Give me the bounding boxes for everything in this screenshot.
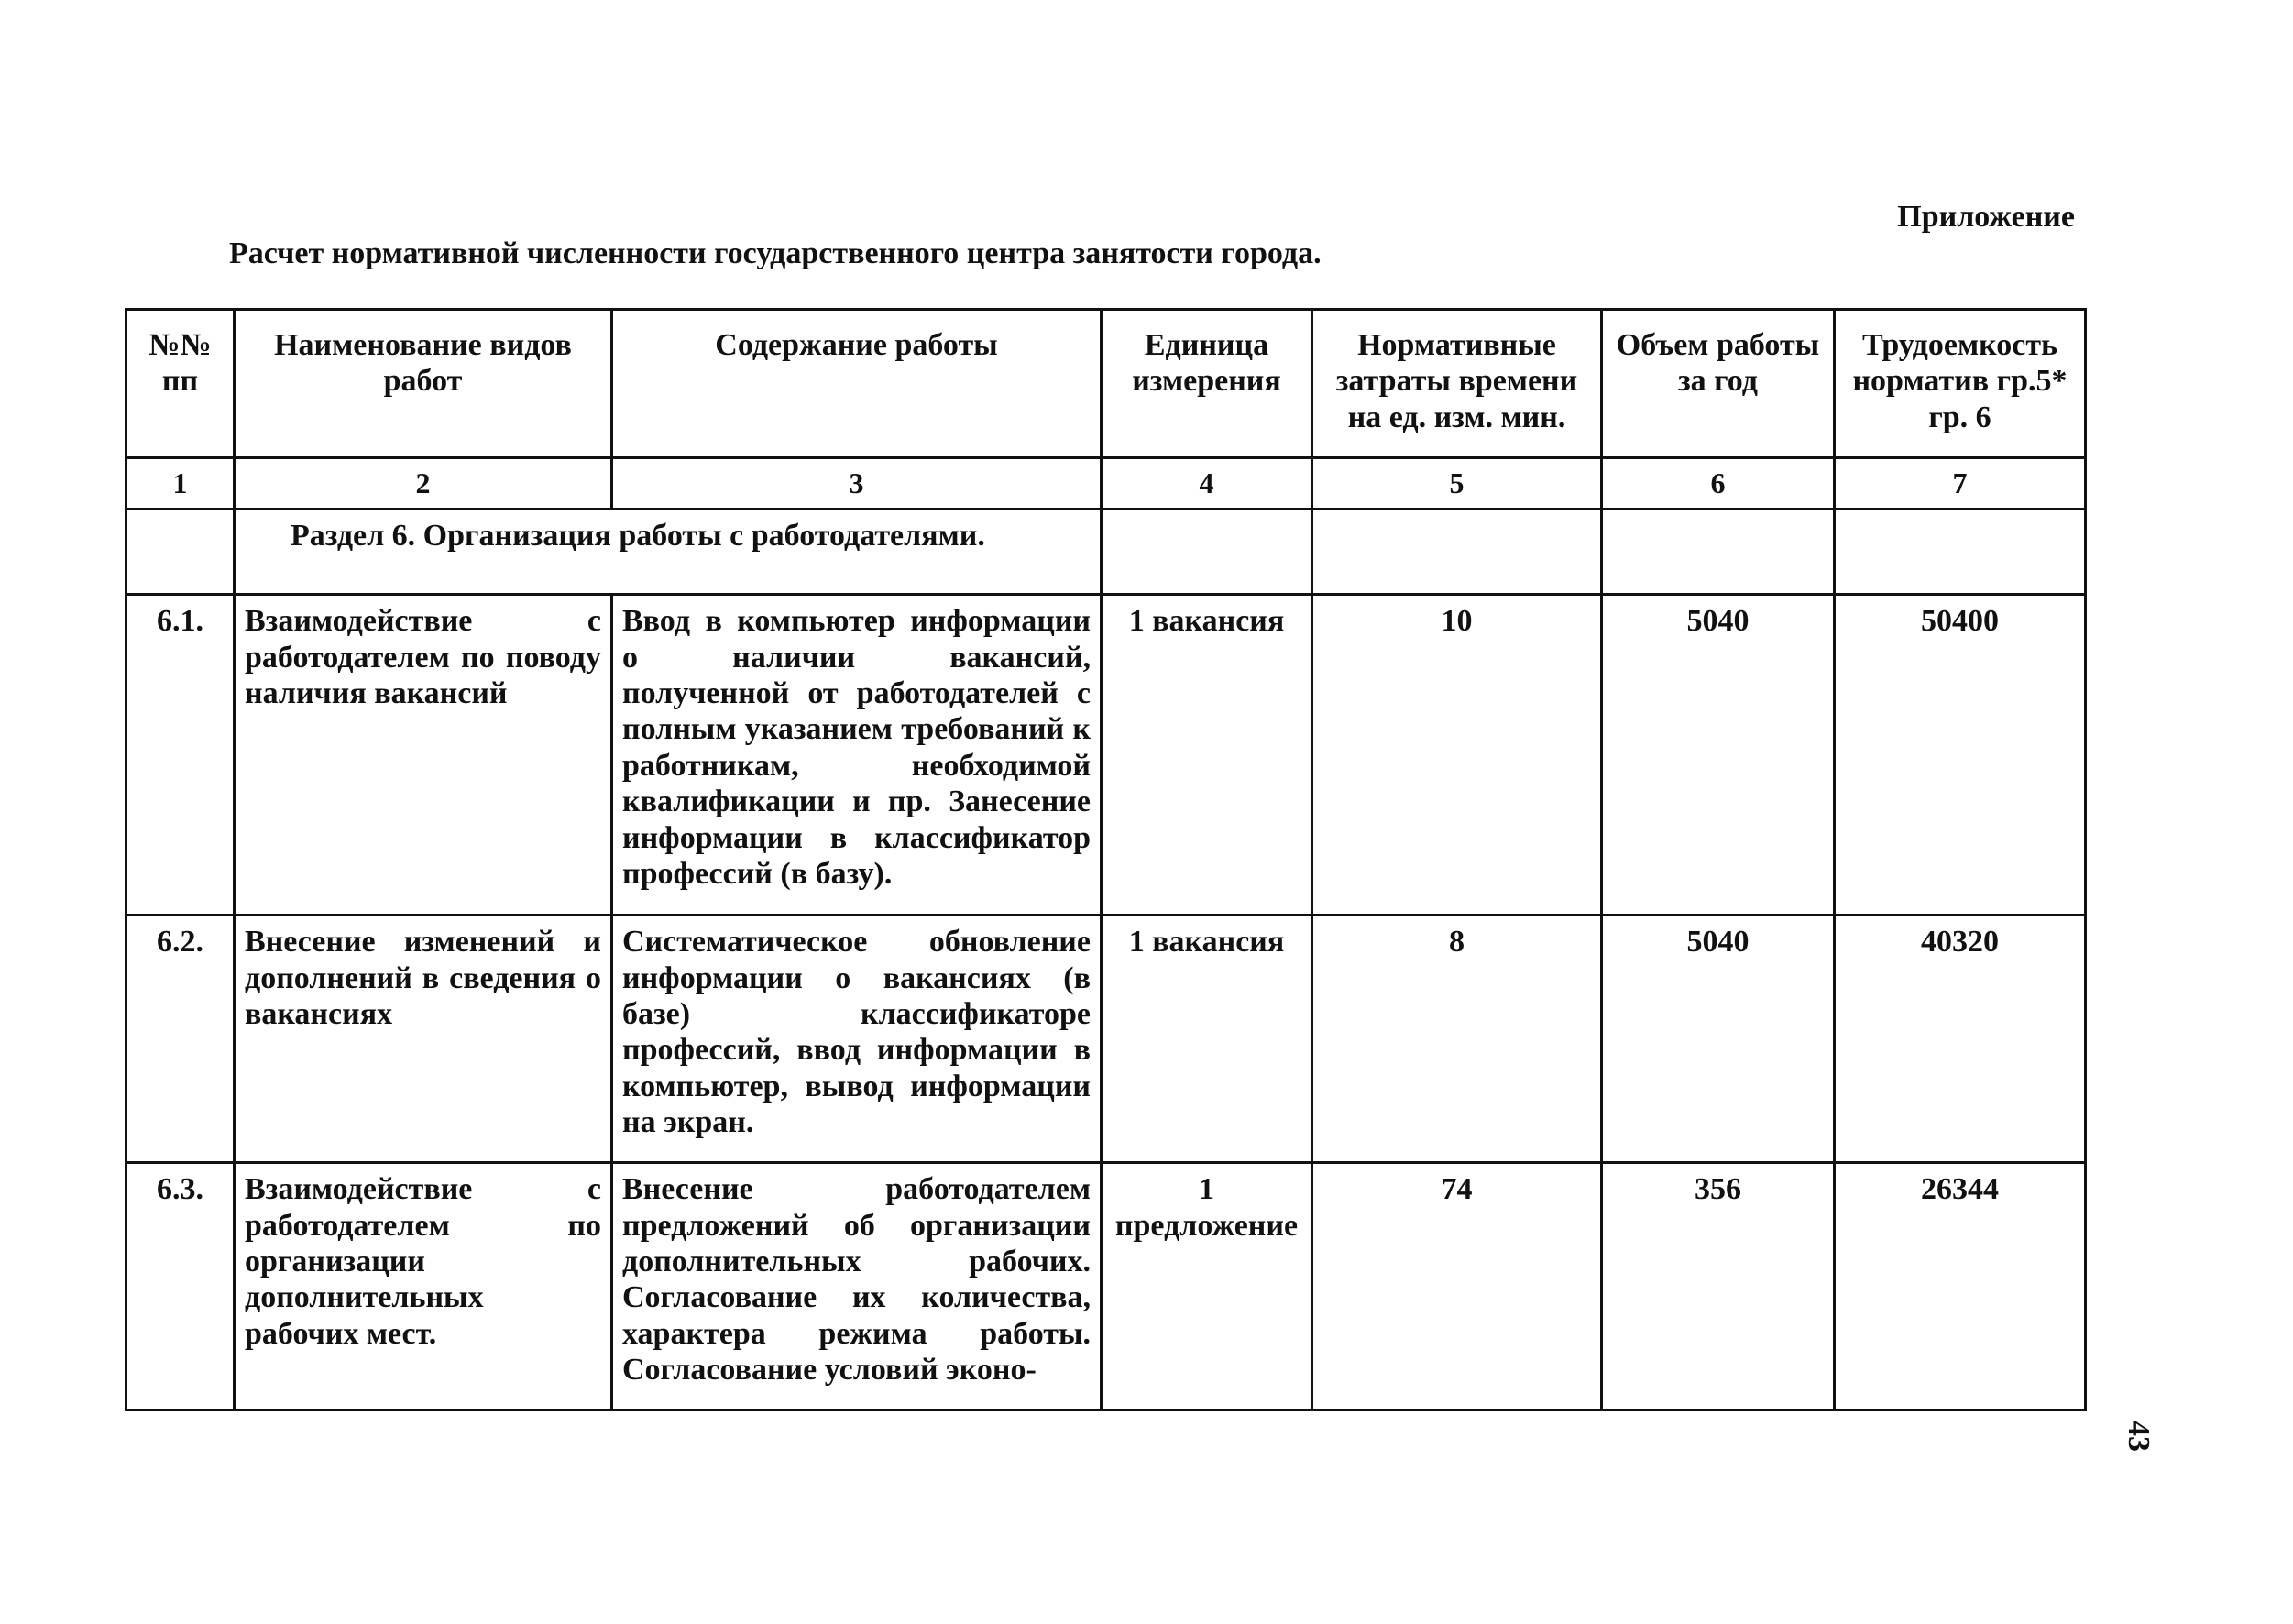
column-header-work-type: Наименование видов работ [235, 310, 612, 458]
row-labor-intensity: 40320 [1835, 916, 2086, 1163]
row-work-content: Систематическое обновление информации о вакансиях (в базе) классификаторе профессий, ввод информации в компьютер, вывод информации на экран. [612, 916, 1102, 1163]
row-annual-volume: 5040 [1602, 595, 1835, 916]
column-number: 3 [612, 458, 1102, 510]
row-unit: 1 предложение [1102, 1163, 1312, 1410]
section-title: Раздел 6. Организация работы с работодателями. [235, 510, 1102, 595]
column-header-work-content: Содержание работы [612, 310, 1102, 458]
column-number: 4 [1102, 458, 1312, 510]
column-number: 1 [126, 458, 235, 510]
column-number: 2 [235, 458, 612, 510]
row-work-type: Внесение изменений и дополнений в сведения о вакансиях [235, 916, 612, 1163]
section-empty-cell [1602, 510, 1835, 595]
row-work-content: Внесение работодателем предложений об организации дополнительных рабочих. Согласование их количества, характера режима работы. Согласование условий эконо- [612, 1163, 1102, 1410]
section-row [126, 510, 2086, 595]
column-header-unit: Единица измерения [1102, 310, 1312, 458]
section-empty-cell [1835, 510, 2086, 595]
column-number: 6 [1602, 458, 1835, 510]
section-empty-cell [1312, 510, 1602, 595]
column-header-number: №№ пп [126, 310, 235, 458]
row-annual-volume: 5040 [1602, 916, 1835, 1163]
column-number-row [126, 458, 2086, 510]
row-number: 6.1. [126, 595, 235, 916]
column-header-annual-volume: Объем работы за год [1602, 310, 1835, 458]
section-empty-cell [1102, 510, 1312, 595]
row-work-type: Взаимодействие с работодателем по организации дополнительных рабочих мест. [235, 1163, 612, 1410]
column-header-time-norm: Нормативные затраты времени на ед. изм. мин. [1312, 310, 1602, 458]
row-work-content: Ввод в компьютер информации о наличии вакансий, полученной от работодателей с полным указанием требований к работникам, необходимой квалификации и пр. Занесение информации в классификатор профессий (в базу). [612, 595, 1102, 916]
page-number: 43 [2122, 1421, 2156, 1452]
row-labor-intensity: 50400 [1835, 595, 2086, 916]
row-time-norm: 74 [1312, 1163, 1602, 1410]
appendix-label: Приложение [1897, 200, 2075, 234]
section-empty-cell [126, 510, 235, 595]
row-number: 6.3. [126, 1163, 235, 1410]
row-time-norm: 8 [1312, 916, 1602, 1163]
table-row [126, 1163, 2086, 1410]
column-number: 5 [1312, 458, 1602, 510]
row-work-type: Взаимодействие с работодателем по поводу наличия вакансий [235, 595, 612, 916]
table-row [126, 916, 2086, 1163]
column-number: 7 [1835, 458, 2086, 510]
table-header-row [126, 310, 2086, 458]
row-number: 6.2. [126, 916, 235, 1163]
document-title: Расчет нормативной численности государственного центра занятости города. [229, 236, 1322, 270]
row-unit: 1 вакансия [1102, 595, 1312, 916]
table-row [126, 595, 2086, 916]
row-time-norm: 10 [1312, 595, 1602, 916]
row-labor-intensity: 26344 [1835, 1163, 2086, 1410]
row-unit: 1 вакансия [1102, 916, 1312, 1163]
norm-table [125, 308, 2087, 1411]
column-header-labor-intensity: Трудоемкость норматив гр.5* гр. 6 [1835, 310, 2086, 458]
row-annual-volume: 356 [1602, 1163, 1835, 1410]
